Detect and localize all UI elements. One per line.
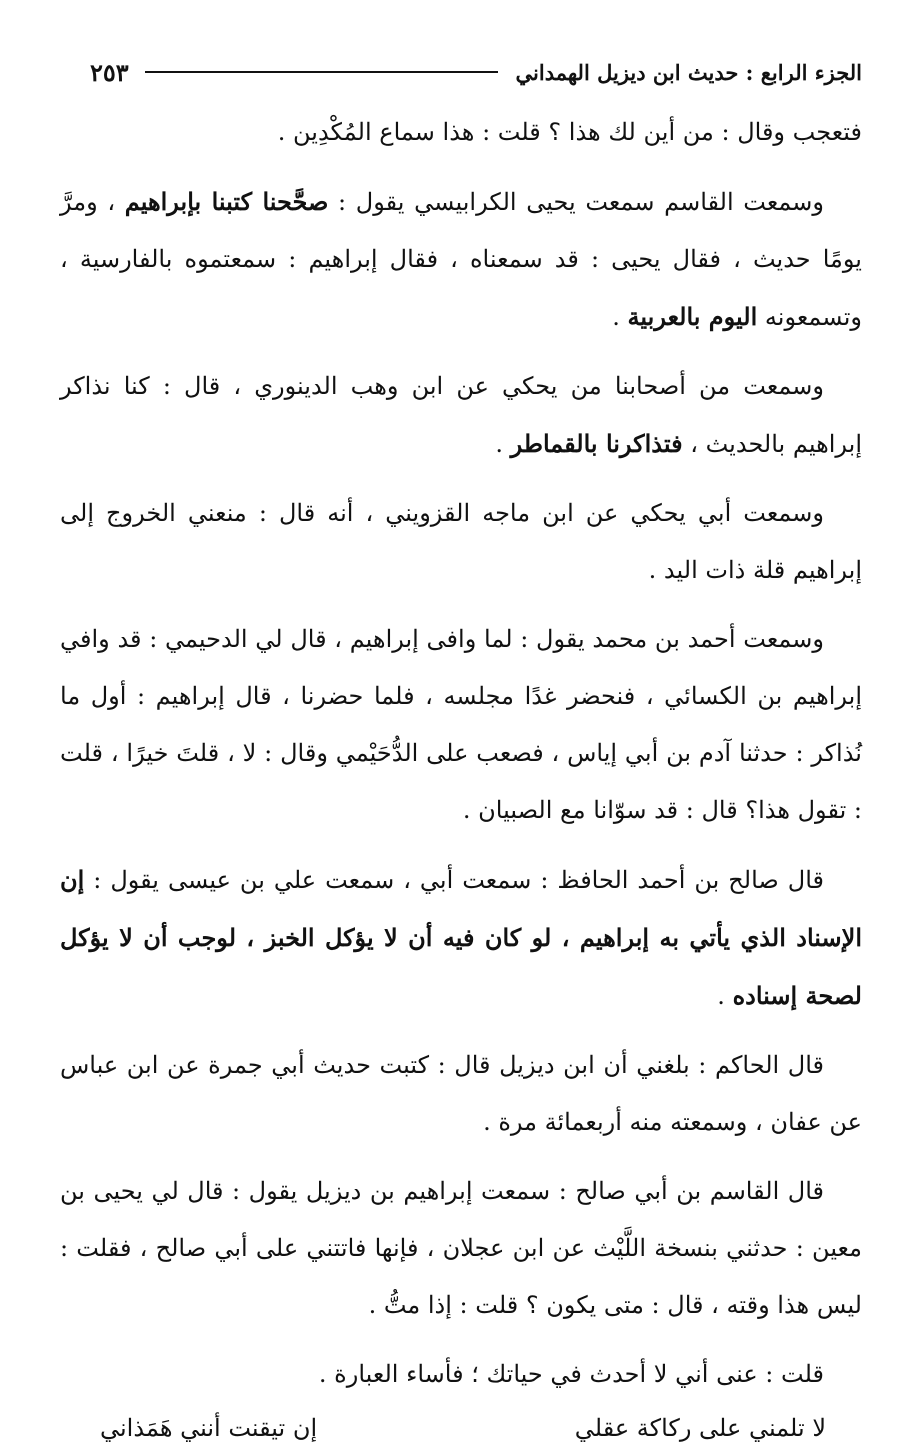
paragraph xyxy=(60,104,862,161)
bold-text-run: فتذاكرنا بالقماطر xyxy=(510,429,683,458)
text-run: ، ومرَّ يومًا حديث ، فقال يحيى : قد سمعناه ، فقال إبراهيم : سمعتموه بالفارسية ، وتسمعونه xyxy=(60,188,862,331)
page-number: ٢٥٣ xyxy=(90,57,129,87)
poem-verse xyxy=(60,1403,862,1453)
paragraph xyxy=(60,173,862,346)
text-run: فتعجب وقال : من أين لك هذا ؟ قلت : هذا سماع المُكْدِين . xyxy=(277,118,862,146)
text-run: وسمعت أحمد بن محمد يقول : لما وافى إبراهيم ، قال لي الدحيمي : قد وافي إبراهيم بن الكسائي ، فنحضر غدًا مجلسه ، فلما حضرنا ، قال إبراهيم : أول ما نُذاكر : حدثنا آدم بن أبي إياس ، فصعب على الدُّحَيْمي وقال : لا ، قلتَ خيرًا ، قلت : تقول هذا؟ قال : قد سوّانا مع الصبيان . xyxy=(60,625,862,824)
text-run: قال الحاكم : بلغني أن ابن ديزيل قال : كتبت حديث أبي جمرة عن ابن عباس عن عفان ، وسمعته منه أربعمائة مرة . xyxy=(60,1051,862,1136)
paragraph xyxy=(60,358,862,473)
text-run: وسمعت القاسم سمعت يحيى الكرابيسي يقول : xyxy=(328,188,824,216)
paragraph xyxy=(60,1037,862,1151)
paragraph xyxy=(60,851,862,1025)
text-run: قال القاسم بن أبي صالح : سمعت إبراهيم بن ديزيل يقول : قال لي يحيى بن معين : حدثني بنسخة اللَّيْث عن ابن عجلان ، فإنها فاتتني على أبي صالح ، فقلت : ليس هذا وقته ، قال : متى يكون ؟ قلت : إذا متُّ . xyxy=(60,1177,862,1319)
text-run: . xyxy=(495,430,511,458)
running-title: الجزء الرابع : حديث ابن ديزيل الهمداني xyxy=(515,59,862,85)
header-rule xyxy=(145,71,498,73)
verse-hemistich-second: إن تيقنت أنني هَمَذاني xyxy=(100,1414,318,1442)
text-run: . xyxy=(612,303,628,331)
verse-hemistich-first: لا تلمني على ركاكة عقلي xyxy=(574,1414,826,1442)
bold-text-run: صحَّحنا كتبنا بإبراهيم xyxy=(124,187,329,216)
text-run: . xyxy=(717,982,733,1010)
text-run: وسمعت أبي يحكي عن ابن ماجه القزويني ، أنه قال : منعني الخروج إلى إبراهيم قلة ذات اليد . xyxy=(60,499,862,584)
bold-text-run: اليوم بالعربية xyxy=(627,302,758,331)
text-run: وسمعت من أصحابنا من يحكي عن ابن وهب الدينوري ، قال : كنا نذاكر إبراهيم بالحديث ، xyxy=(60,372,862,458)
paragraph xyxy=(60,1163,862,1334)
paragraph xyxy=(60,1346,862,1403)
paragraph xyxy=(60,485,862,599)
text-run: قلت : عنى أني لا أحدث في حياتك ؛ فأساء العبارة . xyxy=(318,1360,824,1388)
bold-text-run: إن الإسناد الذي يأتي به إبراهيم ، لو كان فيه أن لا يؤكل الخبز ، لوجب أن لا يؤكل لصحة إسناده xyxy=(60,865,862,1010)
page-header xyxy=(90,52,862,92)
text-run: قال صالح بن أحمد الحافظ : سمعت أبي ، سمعت علي بن عيسى يقول : xyxy=(84,866,824,894)
body-text xyxy=(60,104,862,1453)
paragraph xyxy=(60,611,862,839)
